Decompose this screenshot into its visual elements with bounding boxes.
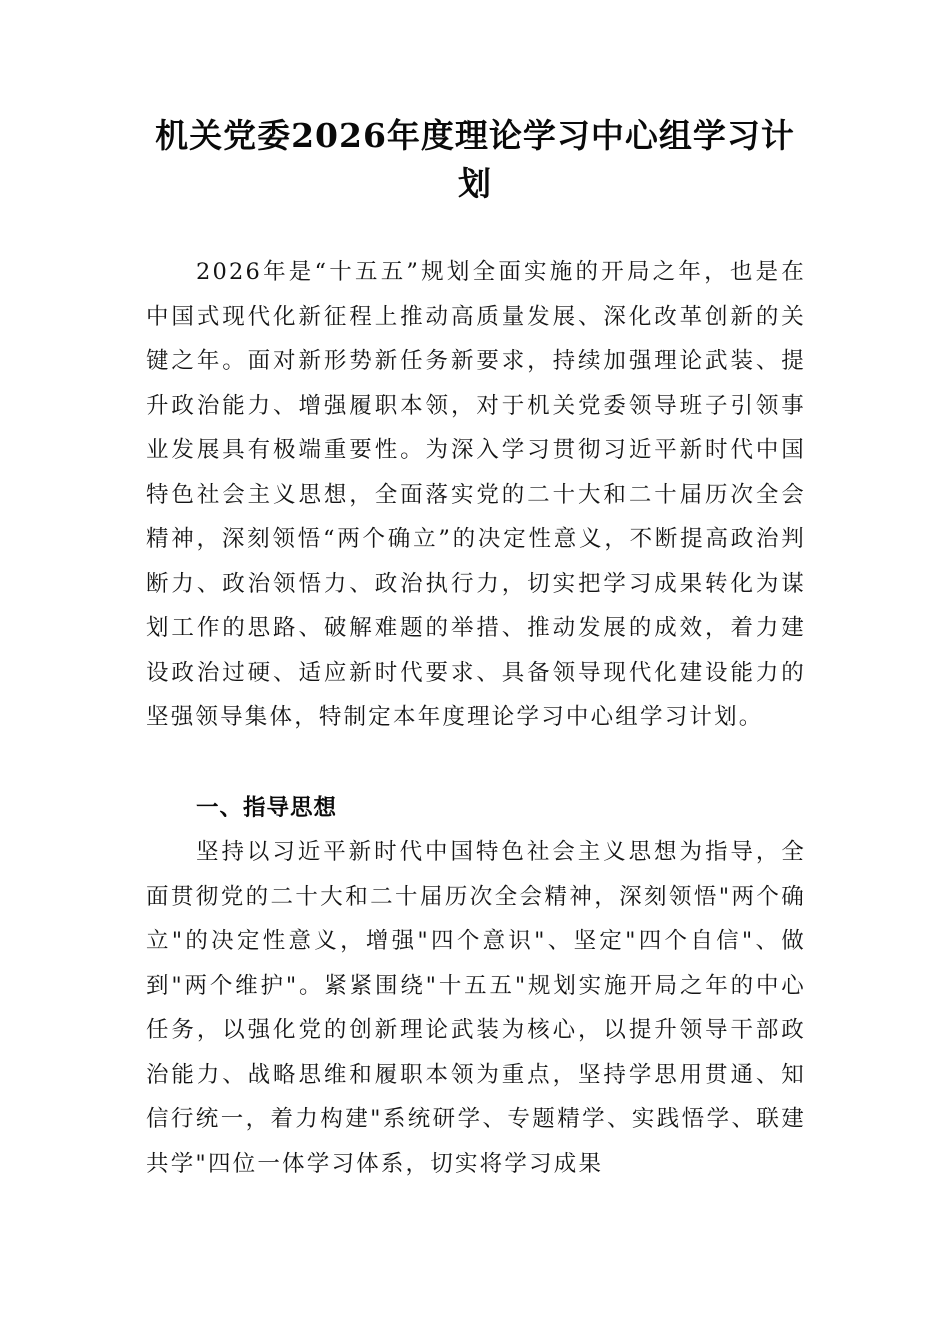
document-title: 机关党委2026年度理论学习中心组学习计划 xyxy=(155,116,795,203)
intro-paragraph: 2026年是“十五五”规划全面实施的开局之年，也是在中国式现代化新征程上推动高质量发展、深化改革创新的关键之年。面对新形势新任务新要求，持续加强理论武装、提升政治能力、增强履职本领，对于机关党委领导班子引领事业发展具有极端重要性。为深入学习贯彻习近平新时代中国特色社会主义思想，全面落实党的二十大和二十届历次全会精神，深刻领悟“两个确立”的决定性意义，不断提高政治判断力、政治领悟力、政治执行力，切实把学习成果转化为谋划工作的思路、破解难题的举措、推动发展的成效，着力建设政治过硬、适应新时代要求、具备领导现代化建设能力的坚强领导集体，特制定本年度理论学习中心组学习计划。 xyxy=(146,259,806,730)
section-paragraph-guiding-ideology: 坚持以习近平新时代中国特色社会主义思想为指导，全面贯彻党的二十大和二十届历次全会精神，深刻领悟"两个确立"的决定性意义，增强"四个意识"、坚定"四个自信"、做到"两个维护"。紧紧围绕"十五五"规划实施开局之年的中心任务，以强化党的创新理论武装为核心，以提升领导干部政治能力、战略思维和履职本领为重点，坚持学思用贯通、知信行统一，着力构建"系统研学、专题精学、实践悟学、联建共学"四位一体学习体系，切实将学习成果 xyxy=(146,839,806,1177)
section-heading-guiding-ideology: 一、指导思想 xyxy=(196,795,338,821)
